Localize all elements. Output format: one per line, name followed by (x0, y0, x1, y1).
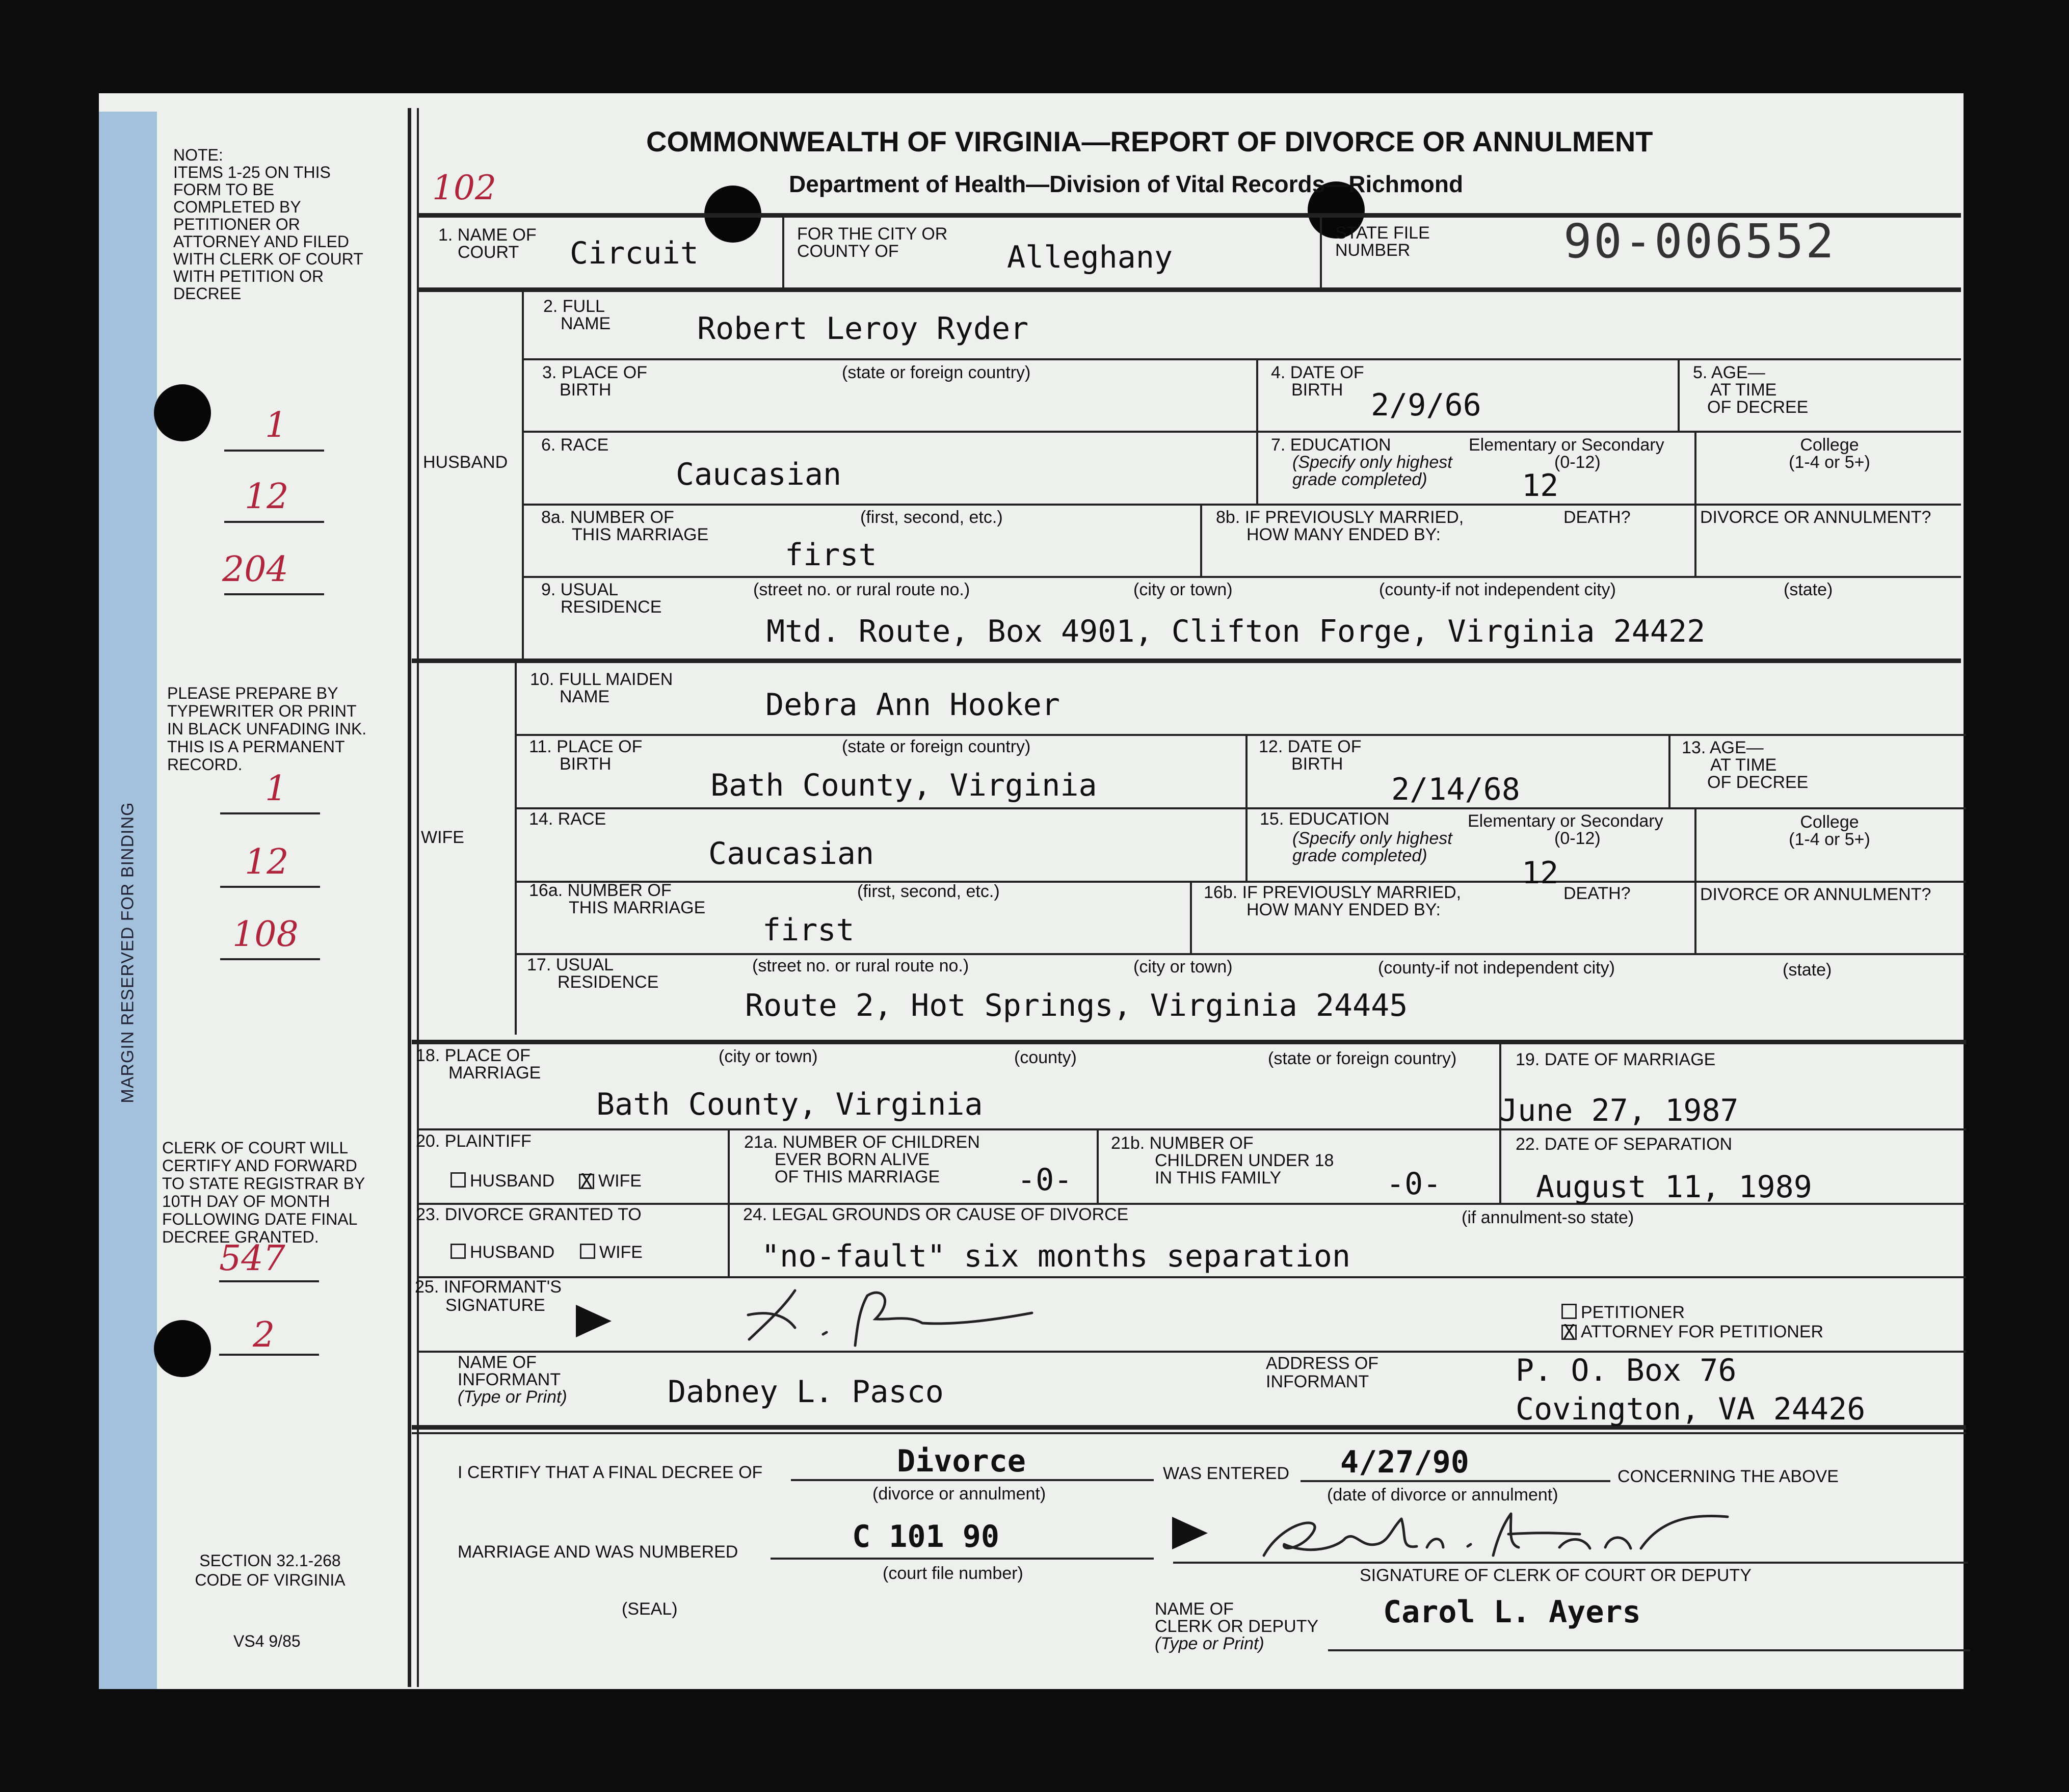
clerk-signature-arrow-icon (1172, 1517, 1208, 1549)
state-file-label: STATE FILE (1335, 223, 1430, 243)
section-line: SECTION 32.1-268 (199, 1551, 341, 1570)
punch-hole-icon (154, 384, 211, 441)
marriage-date: June 27, 1987 (1499, 1093, 1739, 1128)
granted-wife-label: WIFE (599, 1243, 643, 1262)
husband-previous-label: 8b. IF PREVIOUSLY MARRIED, (1216, 508, 1464, 527)
binding-margin-label: MARGIN RESERVED FOR BINDING (118, 802, 138, 1103)
county-label: FOR THE CITY OR (797, 224, 948, 244)
informant-address-line2: Covington, VA 24426 (1516, 1391, 1866, 1427)
informant-address-label: INFORMANT (1266, 1372, 1369, 1391)
informant-name: Dabney L. Pasco (668, 1374, 944, 1410)
wife-education-label: 15. EDUCATION (1260, 809, 1390, 829)
wife-dob-label: BIRTH (1291, 754, 1343, 774)
office-code: 547 (219, 1238, 285, 1279)
state-hint: (state) (1783, 960, 1832, 980)
plaintiff-husband-label: HUSBAND (470, 1171, 555, 1191)
wife-death-label: DEATH? (1563, 884, 1631, 903)
husband-full-name: Robert Leroy Ryder (697, 311, 1029, 347)
wife-residence-label: 17. USUAL (527, 955, 614, 974)
informant-name-hint: (Type or Print) (458, 1387, 567, 1407)
note-line: COMPLETED BY (173, 198, 301, 216)
husband-dob: 2/9/66 (1371, 387, 1481, 423)
clerk-name-label: NAME OF (1155, 1599, 1234, 1619)
husband-education-label: 7. EDUCATION (1271, 435, 1391, 455)
court-name-value: Circuit (570, 235, 699, 271)
rule (1256, 360, 1258, 504)
county-hint: (county-if not independent city) (1379, 580, 1616, 599)
entered-date-hint: (date of divorce or annulment) (1327, 1485, 1558, 1505)
divorce-granted-label: 23. DIVORCE GRANTED TO (416, 1205, 642, 1224)
code-underline (224, 593, 324, 595)
office-code: 12 (245, 842, 289, 882)
note-line: NOTE: (173, 146, 223, 164)
wife-birthplace-label: 11. PLACE OF (529, 737, 643, 756)
college-label: College (1800, 812, 1859, 832)
rule (1200, 505, 1202, 576)
husband-education-label: (Specify only highest (1292, 453, 1452, 472)
county-label: COUNTY OF (797, 242, 899, 261)
clerk-signature-icon (1254, 1498, 1743, 1570)
decree-type-line (791, 1479, 1154, 1481)
clerk-note-line: CERTIFY AND FORWARD (162, 1156, 357, 1175)
rule (515, 953, 1966, 955)
rule (522, 504, 1961, 506)
wife-residence: Route 2, Hot Springs, Virginia 24445 (745, 988, 1408, 1023)
code-underline (220, 812, 320, 814)
office-code: 204 (222, 549, 288, 590)
husband-race-label: 6. RACE (541, 435, 609, 455)
college-label: (1-4 or 5+) (1789, 830, 1870, 849)
decree-type: Divorce (897, 1443, 1026, 1479)
wife-race-label: 14. RACE (529, 809, 606, 829)
wife-dob: 2/14/68 (1391, 772, 1520, 807)
court-file-number: C 101 90 (852, 1519, 999, 1554)
note-line: ATTORNEY AND FILED (173, 232, 349, 251)
note-line: WITH PETITION OR (173, 267, 324, 285)
wife-name-label: 10. FULL MAIDEN (530, 670, 673, 689)
page-subtitle: Department of Health—Division of Vital Records—Richmond (789, 171, 1464, 197)
children-under18-value: -0- (1386, 1166, 1442, 1202)
clerk-name-label: CLERK OR DEPUTY (1155, 1617, 1319, 1636)
rule (522, 576, 1961, 578)
wife-age-label: OF DECREE (1707, 773, 1809, 792)
wife-marriage-number-label: THIS MARRIAGE (569, 898, 706, 917)
page-title: COMMONWEALTH OF VIRGINIA—REPORT OF DIVORCE OR ANNULMENT (646, 125, 1653, 157)
husband-previous-label: HOW MANY ENDED BY: (1246, 525, 1441, 544)
clerk-name-line (1328, 1649, 1970, 1651)
wife-age-label: AT TIME (1710, 755, 1777, 775)
children-born-label: 21a. NUMBER OF CHILDREN (744, 1132, 980, 1152)
rule (515, 734, 1966, 736)
office-code: 108 (232, 914, 299, 955)
marriage-place-label: MARRIAGE (448, 1063, 541, 1083)
husband-education-label: grade completed) (1292, 470, 1427, 489)
wife-birthplace-label: BIRTH (560, 754, 612, 774)
informant-signature-icon (719, 1279, 1045, 1351)
code-underline (219, 1280, 319, 1282)
wife-education-label: grade completed) (1292, 846, 1427, 865)
husband-marriage-number-label: THIS MARRIAGE (572, 525, 709, 544)
husband-age-label: 5. AGE— (1693, 363, 1765, 382)
granted-husband-option[interactable] (450, 1244, 554, 1262)
county-value: Alleghany (1007, 240, 1173, 275)
plaintiff-label: 20. PLAINTIFF (416, 1131, 532, 1151)
children-under18-label: 21b. NUMBER OF (1111, 1134, 1254, 1153)
office-code: 1 (265, 405, 287, 445)
city-hint: (city or town) (1133, 957, 1233, 977)
wife-race: Caucasian (708, 836, 874, 872)
informant-address-line1: P. O. Box 76 (1516, 1353, 1737, 1388)
petitioner-label: PETITIONER (1581, 1303, 1685, 1322)
marriage-number-hint: (first, second, etc.) (857, 882, 1000, 901)
wife-section-label: WIFE (421, 828, 464, 847)
husband-residence-label: 9. USUAL (541, 580, 619, 599)
numbered-text: MARRIAGE AND WAS NUMBERED (458, 1542, 738, 1562)
marriage-county-hint: (county) (1014, 1048, 1077, 1067)
handwritten-number: 102 (432, 168, 496, 207)
rule (522, 431, 1961, 433)
rule (412, 1040, 1966, 1044)
attorney-checkbox[interactable]: X (1561, 1325, 1577, 1340)
attorney-option[interactable] (1561, 1323, 1823, 1341)
husband-age-label: OF DECREE (1707, 398, 1809, 417)
children-born-label: EVER BORN ALIVE (775, 1150, 930, 1169)
granted-wife-checkbox[interactable] (580, 1244, 595, 1259)
concerning-text: CONCERNING THE ABOVE (1617, 1467, 1839, 1486)
children-born-label: OF THIS MARRIAGE (775, 1167, 940, 1187)
elementary-label: (0-12) (1554, 829, 1601, 848)
code-underline (220, 886, 320, 888)
signature-arrow-icon (576, 1305, 612, 1337)
wife-education-label: (Specify only highest (1292, 829, 1452, 848)
plaintiff-husband-option[interactable] (450, 1172, 554, 1191)
husband-section-label: HUSBAND (423, 453, 508, 472)
birthplace-hint: (state or foreign country) (842, 363, 1031, 382)
rule (1245, 735, 1248, 881)
wife-marriage-number: first (762, 912, 855, 948)
state-file-label: NUMBER (1335, 241, 1411, 260)
granted-husband-label: HUSBAND (470, 1243, 555, 1262)
clerk-note-line: DECREE GRANTED. (162, 1228, 319, 1246)
wife-dob-label: 12. DATE OF (1259, 737, 1362, 756)
prepare-line: TYPEWRITER OR PRINT (167, 702, 357, 720)
wife-residence-label: RESIDENCE (558, 972, 659, 992)
county-hint: (county-if not independent city) (1378, 958, 1615, 978)
marriage-place: Bath County, Virginia (596, 1087, 983, 1122)
separation-date: August 11, 1989 (1536, 1169, 1812, 1205)
petitioner-checkbox[interactable] (1561, 1304, 1577, 1319)
note-line: DECREE (173, 284, 242, 303)
marriage-city-hint: (city or town) (719, 1047, 818, 1066)
wife-full-name: Debra Ann Hooker (765, 687, 1060, 723)
plaintiff-wife-option[interactable] (579, 1172, 642, 1191)
entered-date-line (1301, 1480, 1610, 1482)
seal-label: (SEAL) (622, 1599, 678, 1619)
wife-birthplace: Bath County, Virginia (710, 768, 1097, 803)
husband-name-label: 2. FULL (543, 297, 605, 316)
form-id: VS4 9/85 (233, 1632, 301, 1650)
binding-margin-strip (99, 112, 157, 1689)
punch-hole-icon (154, 1320, 211, 1377)
rule (1694, 809, 1696, 953)
note-line: ITEMS 1-25 ON THIS (173, 163, 331, 181)
rule (412, 1432, 1966, 1434)
divorce-grounds: "no-fault" six months separation (761, 1238, 1350, 1274)
elementary-label: Elementary or Secondary (1468, 811, 1663, 831)
rule (522, 358, 1961, 360)
granted-husband-checkbox[interactable] (450, 1244, 466, 1259)
court-file-hint: (court file number) (883, 1564, 1023, 1583)
separation-label: 22. DATE OF SEPARATION (1516, 1135, 1733, 1154)
husband-marriage-number: first (785, 537, 877, 573)
marriage-state-hint: (state or foreign country) (1268, 1049, 1457, 1068)
rule (515, 807, 1966, 809)
state-hint: (state) (1784, 580, 1833, 599)
clerk-note-line: CLERK OF COURT WILL (162, 1139, 349, 1157)
husband-residence: Mtd. Route, Box 4901, Clifton Forge, Virginia 24422 (766, 614, 1706, 649)
code-underline (224, 521, 324, 523)
informant-name-label: INFORMANT (458, 1370, 561, 1389)
clerk-note-line: 10TH DAY OF MONTH (162, 1192, 330, 1210)
court-name-label: 1. NAME OF (438, 225, 537, 245)
husband-death-label: DEATH? (1563, 508, 1631, 527)
informant-signature-label: SIGNATURE (445, 1296, 545, 1315)
husband-birthplace-label: BIRTH (560, 380, 612, 400)
form-border-left (408, 108, 411, 1687)
code-underline (220, 958, 320, 960)
wife-name-label: NAME (560, 687, 610, 706)
husband-divorce-label: DIVORCE OR ANNULMENT? (1700, 508, 1931, 527)
clerk-signature-label: SIGNATURE OF CLERK OF COURT OR DEPUTY (1360, 1566, 1752, 1585)
court-file-line (771, 1558, 1154, 1560)
city-hint: (city or town) (1133, 580, 1233, 599)
note-line: FORM TO BE (173, 180, 274, 199)
wife-previous-label: 16b. IF PREVIOUSLY MARRIED, (1204, 883, 1462, 902)
informant-name-label: NAME OF (458, 1353, 537, 1372)
note-line: WITH CLERK OF COURT (173, 250, 363, 268)
husband-birthplace-label: 3. PLACE OF (542, 363, 647, 382)
husband-dob-label: BIRTH (1291, 380, 1343, 400)
children-born-value: -0- (1017, 1162, 1073, 1198)
prepare-line: PLEASE PREPARE BY (167, 684, 338, 702)
husband-age-label: AT TIME (1710, 380, 1777, 400)
state-file-number: 90-006552 (1563, 214, 1836, 269)
rule (782, 216, 784, 287)
rule (1190, 882, 1192, 953)
husband-residence-label: RESIDENCE (561, 597, 662, 617)
rule (417, 1128, 1966, 1130)
wife-age-label: 13. AGE— (1682, 738, 1764, 757)
clerk-note-line: TO STATE REGISTRAR BY (162, 1174, 365, 1193)
grounds-hint: (if annulment-so state) (1462, 1208, 1634, 1227)
husband-dob-label: 4. DATE OF (1271, 363, 1364, 382)
form-border-left-inner (417, 108, 419, 1687)
wife-previous-label: HOW MANY ENDED BY: (1246, 900, 1441, 919)
prepare-line: RECORD. (167, 755, 243, 774)
informant-address-label: ADDRESS OF (1266, 1354, 1379, 1373)
elementary-label: (0-12) (1554, 453, 1601, 472)
rule (417, 287, 1961, 292)
children-under18-label: IN THIS FAMILY (1155, 1168, 1282, 1188)
rule (515, 663, 517, 1035)
court-name-label: COURT (458, 243, 519, 262)
clerk-name: Carol L. Ayers (1383, 1594, 1641, 1630)
plaintiff-wife-checkbox[interactable]: X (579, 1174, 594, 1189)
rule (412, 658, 1961, 663)
street-hint: (street no. or rural route no.) (753, 580, 970, 599)
divorce-report-form (99, 93, 1964, 1689)
prepare-line: IN BLACK UNFADING INK. (167, 720, 367, 738)
marriage-place-label: 18. PLACE OF (416, 1046, 530, 1065)
marriage-date-label: 19. DATE OF MARRIAGE (1516, 1050, 1716, 1069)
college-label: College (1800, 435, 1859, 455)
note-line: PETITIONER OR (173, 215, 300, 233)
informant-signature-label: 25. INFORMANT'S (415, 1277, 562, 1297)
rule (417, 1276, 1966, 1278)
husband-marriage-number-label: 8a. NUMBER OF (541, 508, 674, 527)
birthplace-hint: (state or foreign country) (842, 737, 1031, 756)
office-code: 2 (253, 1315, 275, 1355)
prepare-line: THIS IS A PERMANENT (167, 737, 345, 756)
wife-elementary-grade: 12 (1522, 855, 1559, 891)
office-code: 12 (245, 477, 289, 517)
husband-elementary-grade: 12 (1522, 468, 1559, 504)
husband-name-label: NAME (561, 314, 611, 333)
elementary-label: Elementary or Secondary (1469, 435, 1664, 455)
office-code: 1 (265, 769, 287, 809)
street-hint: (street no. or rural route no.) (752, 956, 969, 976)
rule (1320, 216, 1322, 287)
clerk-name-hint: (Type or Print) (1155, 1634, 1264, 1653)
rule (522, 291, 524, 658)
petitioner-option[interactable] (1561, 1304, 1685, 1322)
decree-type-hint: (divorce or annulment) (872, 1484, 1046, 1504)
marriage-number-hint: (first, second, etc.) (860, 508, 1003, 527)
entered-date: 4/27/90 (1340, 1444, 1469, 1480)
grounds-label: 24. LEGAL GROUNDS OR CAUSE OF DIVORCE (743, 1205, 1129, 1224)
plaintiff-husband-checkbox[interactable] (450, 1172, 466, 1188)
clerk-note-line: FOLLOWING DATE FINAL (162, 1210, 358, 1228)
college-label: (1-4 or 5+) (1789, 453, 1870, 472)
entered-text: WAS ENTERED (1163, 1464, 1290, 1483)
granted-wife-option[interactable] (580, 1244, 643, 1262)
plaintiff-wife-label: WIFE (598, 1171, 642, 1191)
husband-race: Caucasian (676, 457, 842, 492)
rule (1097, 1129, 1099, 1203)
section-line: CODE OF VIRGINIA (195, 1571, 346, 1589)
rule (1678, 360, 1680, 431)
wife-divorce-label: DIVORCE OR ANNULMENT? (1700, 885, 1931, 904)
certify-text: I CERTIFY THAT A FINAL DECREE OF (458, 1463, 763, 1482)
code-underline (219, 1354, 319, 1356)
attorney-label: ATTORNEY FOR PETITIONER (1581, 1322, 1824, 1341)
wife-marriage-number-label: 16a. NUMBER OF (529, 881, 672, 900)
rule (1694, 432, 1696, 576)
children-under18-label: CHILDREN UNDER 18 (1155, 1151, 1334, 1170)
rule (1668, 735, 1670, 807)
code-underline (224, 450, 324, 452)
